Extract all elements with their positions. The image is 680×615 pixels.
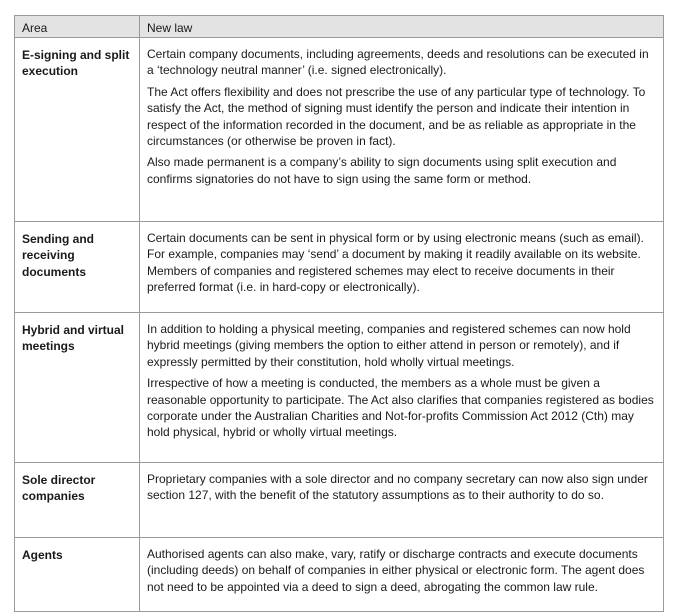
new-law-cell: [140, 538, 664, 612]
law-paragraph: Certain documents can be sent in physical form or by using electronic means (such as email). For example, companies may ‘send’ a document by making it readily available on its website. Members of companies and registered schemes may elect to receive documents in their preferred format (i.e. in hard-copy or electronically).: [147, 231, 644, 295]
table-header-row: [15, 16, 664, 38]
law-paragraph: Irrespective of how a meeting is conducted, the members as a whole must be given a reasonable opportunity to participate. The Act also clarifies that companies registered as bodies corporate under the Australian Charities and Not-for-profits Commission Act 2012 (Cth) may hold physical, hybrid or wholly virtual meetings.: [147, 376, 654, 440]
table-row: [15, 463, 664, 538]
new-law-cell: [140, 222, 664, 313]
area-cell: Agents: [15, 538, 140, 612]
law-paragraph: In addition to holding a physical meeting, companies and registered schemes can now hold hybrid meetings (giving members the option to either attend in person or remotely), and if expressly permitted by their constitution, hold wholly virtual meetings.: [147, 322, 631, 369]
table-row: [15, 313, 664, 463]
new-law-cell: [140, 463, 664, 538]
table-row: [15, 538, 664, 612]
area-cell: Sole director companies: [15, 463, 140, 538]
new-law-cell: [140, 313, 664, 463]
law-comparison-table: [14, 15, 664, 612]
law-paragraph: Proprietary companies with a sole director and no company secretary can now also sign under section 127, with the benefit of the statutory assumptions as to their authority to do so.: [147, 472, 648, 503]
new-law-cell: [140, 38, 664, 222]
area-cell: Hybrid and virtual meetings: [15, 313, 140, 463]
law-paragraph: The Act offers flexibility and does not prescribe the use of any particular type of technology. To satisfy the Act, the method of signing must identify the person and indicate their intention in respect of the information recorded in the document, and be as reliable as appropriate in the circumstances (or otherwise be proven in fact).: [147, 84, 646, 149]
law-table-container: [14, 15, 663, 612]
table-row: [15, 38, 664, 222]
law-paragraph: Authorised agents can also make, vary, ratify or discharge contracts and execute documents (including deeds) on behalf of companies in either physical or electronic form. The agent does not need to be appointed via a deed to sign a deed, abrogating the common law rule.: [147, 547, 645, 594]
header-new-law: New law: [140, 16, 664, 38]
table-row: [15, 222, 664, 313]
area-cell: Sending and receiving documents: [15, 222, 140, 313]
area-cell: E-signing and split execution: [15, 38, 140, 222]
law-paragraph: Also made permanent is a company’s ability to sign documents using split execution and confirms signatories do not have to sign using the same form or method.: [147, 155, 617, 186]
law-paragraph: Certain company documents, including agreements, deeds and resolutions can be executed in a ‘technology neutral manner’ (i.e. signed electronically).: [147, 47, 649, 78]
header-area: Area: [15, 16, 140, 38]
